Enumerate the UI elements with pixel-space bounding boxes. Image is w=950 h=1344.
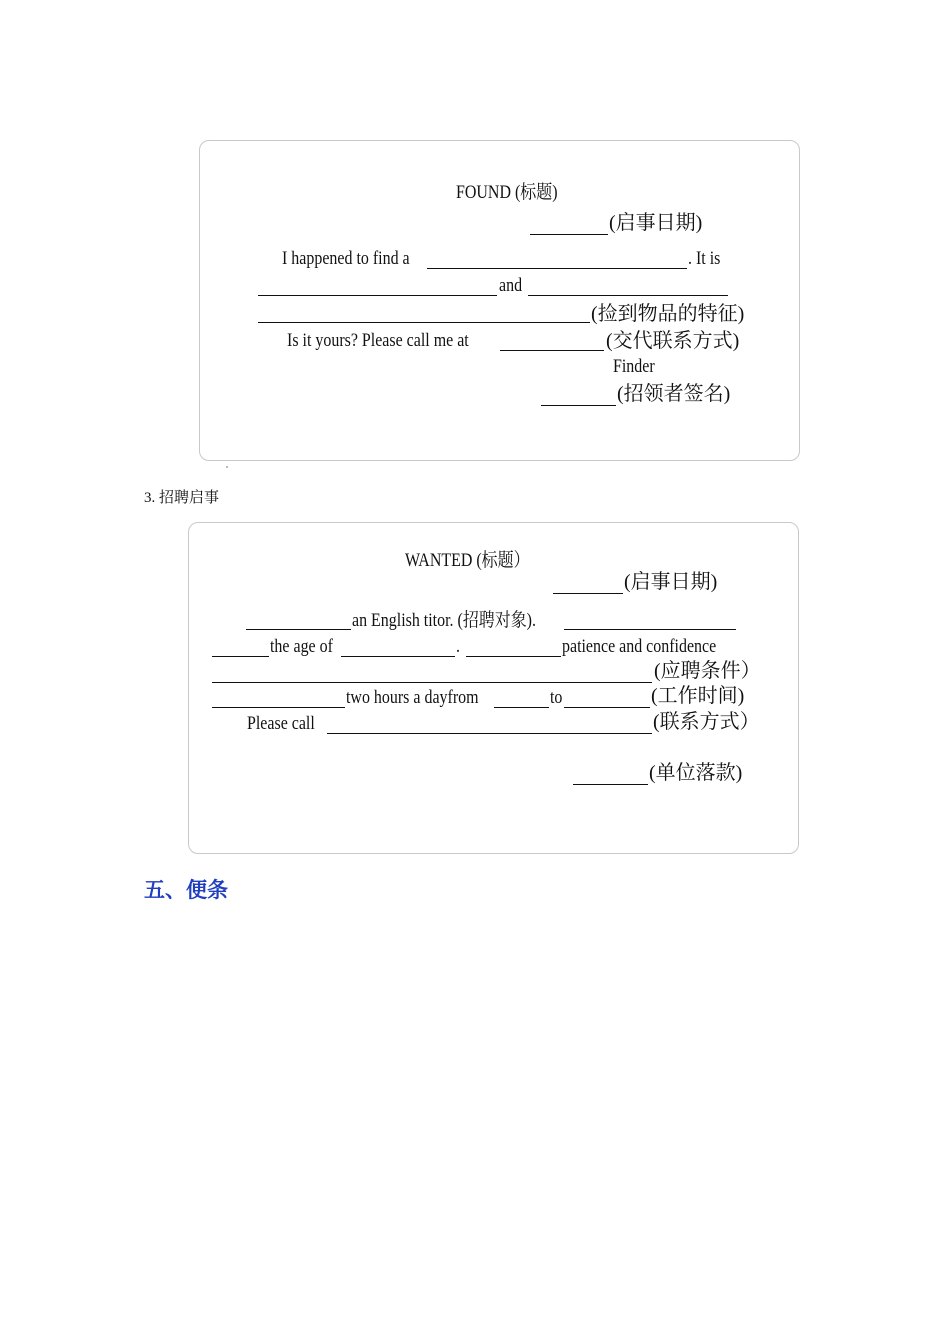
- found-line1-text: I happened to find a: [282, 248, 410, 269]
- found-item-blank: [427, 268, 687, 269]
- wanted-time-label: (工作时间): [651, 685, 745, 707]
- found-signature-blank: [541, 405, 616, 406]
- wanted-section-label: 3. 招聘启事: [144, 490, 220, 506]
- wanted-from-blank: [494, 707, 549, 708]
- found-line1-end: . It is: [688, 248, 721, 269]
- wanted-contact-label: (联系方式）: [653, 711, 760, 733]
- wanted-patience-text: patience and confidence: [562, 636, 717, 657]
- found-and-text: and: [499, 275, 523, 296]
- wanted-conditions-blank: [212, 682, 652, 683]
- section-heading-notes: 五、便条: [144, 878, 228, 902]
- wanted-conditions-label: (应聘条件）: [654, 660, 761, 682]
- wanted-patience-blank: [466, 656, 561, 657]
- found-features-label: (捡到物品的特征): [591, 303, 745, 325]
- wanted-date-blank: [553, 593, 623, 594]
- found-date-blank: [530, 234, 608, 235]
- wanted-line1-end-blank: [564, 629, 736, 630]
- wanted-unit-blank: [573, 784, 648, 785]
- wanted-date-label: (启事日期): [624, 571, 718, 593]
- found-contact-blank: [500, 350, 604, 351]
- found-feature-blank-2: [528, 295, 728, 296]
- found-date-label: (启事日期): [609, 212, 703, 234]
- wanted-age-text: the age of: [270, 636, 333, 657]
- found-signature-label: (招领者签名): [617, 383, 731, 405]
- wanted-position-blank: [246, 629, 351, 630]
- wanted-age-blank-2: [341, 656, 455, 657]
- wanted-contact-blank: [327, 733, 652, 734]
- found-finder-text: Finder: [613, 356, 655, 377]
- wanted-age-dot: .: [456, 636, 460, 657]
- wanted-title: WANTED (标题）: [405, 550, 530, 571]
- found-contact-label: (交代联系方式): [606, 330, 740, 352]
- wanted-hours-blank: [212, 707, 345, 708]
- wanted-to-blank: [564, 707, 650, 708]
- found-feature-blank-1: [258, 295, 497, 296]
- stray-dot: [226, 466, 228, 468]
- wanted-to-text: to: [550, 687, 563, 708]
- found-feature-blank-3: [258, 322, 590, 323]
- found-contact-text: Is it yours? Please call me at: [287, 330, 469, 351]
- found-title: FOUND (标题): [456, 182, 558, 203]
- wanted-unit-label: (单位落款): [649, 762, 743, 784]
- wanted-line1-text: an English titor. (招聘对象).: [352, 610, 536, 631]
- wanted-hours-text: two hours a dayfrom: [346, 687, 479, 708]
- wanted-please-call-text: Please call: [247, 713, 315, 734]
- wanted-age-blank-1: [212, 656, 269, 657]
